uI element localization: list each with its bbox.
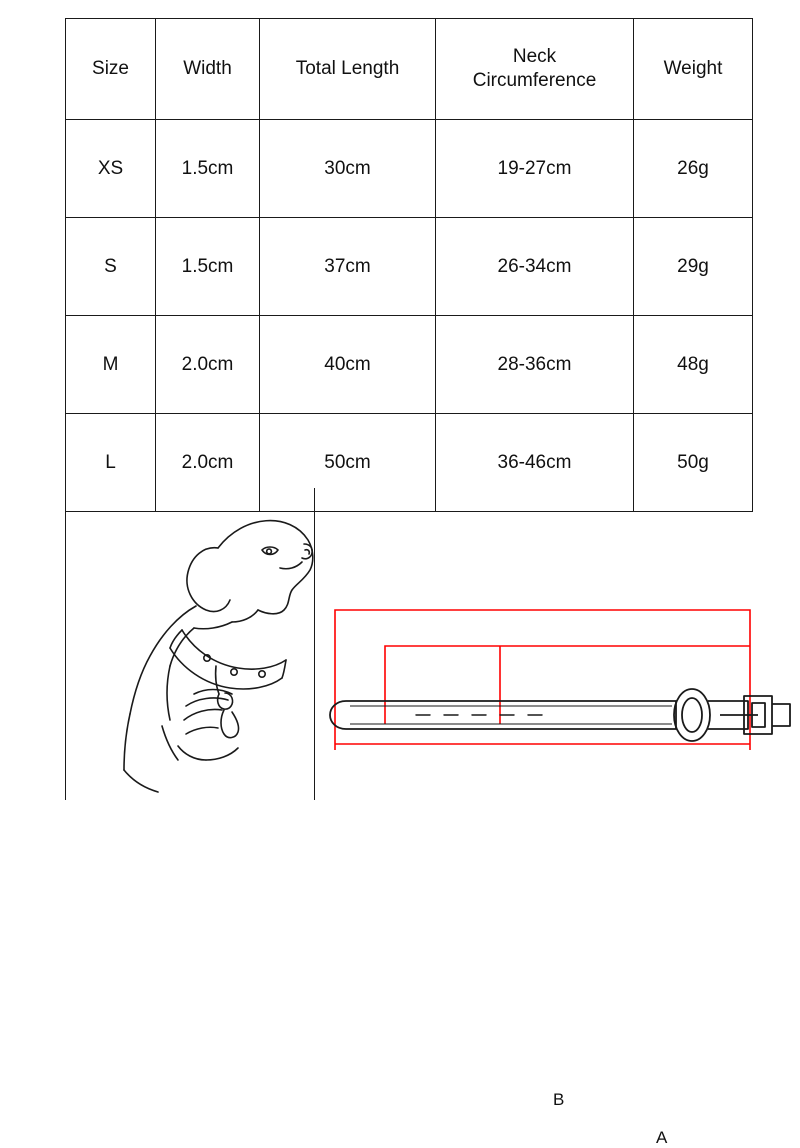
cell-neck: 28-36cm	[436, 316, 634, 414]
dimension-label-a: A	[656, 1128, 668, 1147]
cell-width: 1.5cm	[156, 120, 260, 218]
cell-size: S	[66, 218, 156, 316]
cell-weight: 26g	[634, 120, 753, 218]
cell-total-length: 50cm	[260, 414, 436, 512]
column-header-weight: Weight	[634, 19, 753, 120]
column-header-width: Width	[156, 19, 260, 120]
table-header-row	[66, 19, 753, 120]
cell-total-length: 30cm	[260, 120, 436, 218]
collar-measurement-panel	[320, 488, 800, 800]
cell-total-length: 37cm	[260, 218, 436, 316]
dog-illustration-panel	[65, 488, 315, 800]
column-header-neck-line2: Circumference	[472, 70, 597, 91]
dimension-label-b: B	[553, 1090, 565, 1109]
cell-size: M	[66, 316, 156, 414]
cell-weight: 50g	[634, 414, 753, 512]
cell-weight: 48g	[634, 316, 753, 414]
cell-width: 2.0cm	[156, 316, 260, 414]
table-body	[66, 120, 753, 512]
column-header-neck-circumference	[436, 19, 634, 120]
column-header-size: Size	[66, 19, 156, 120]
cell-width: 1.5cm	[156, 218, 260, 316]
cell-neck: 36-46cm	[436, 414, 634, 512]
cell-width: 2.0cm	[156, 414, 260, 512]
table-header	[66, 19, 753, 120]
column-header-total-length: Total Length	[260, 19, 436, 120]
cell-neck: 26-34cm	[436, 218, 634, 316]
table-row	[66, 120, 753, 218]
size-chart-table-container	[65, 18, 752, 488]
size-chart-table	[65, 18, 753, 512]
illustration-area	[0, 488, 800, 1147]
table-row	[66, 316, 753, 414]
cell-neck: 19-27cm	[436, 120, 634, 218]
column-header-neck-line1: Neck	[512, 46, 557, 68]
cell-total-length: 40cm	[260, 316, 436, 414]
dog-wearing-collar-icon	[66, 488, 315, 800]
cell-weight: 29g	[634, 218, 753, 316]
cell-size: XS	[66, 120, 156, 218]
table-row	[66, 218, 753, 316]
collar-measurement-icon	[320, 488, 800, 800]
cell-size: L	[66, 414, 156, 512]
